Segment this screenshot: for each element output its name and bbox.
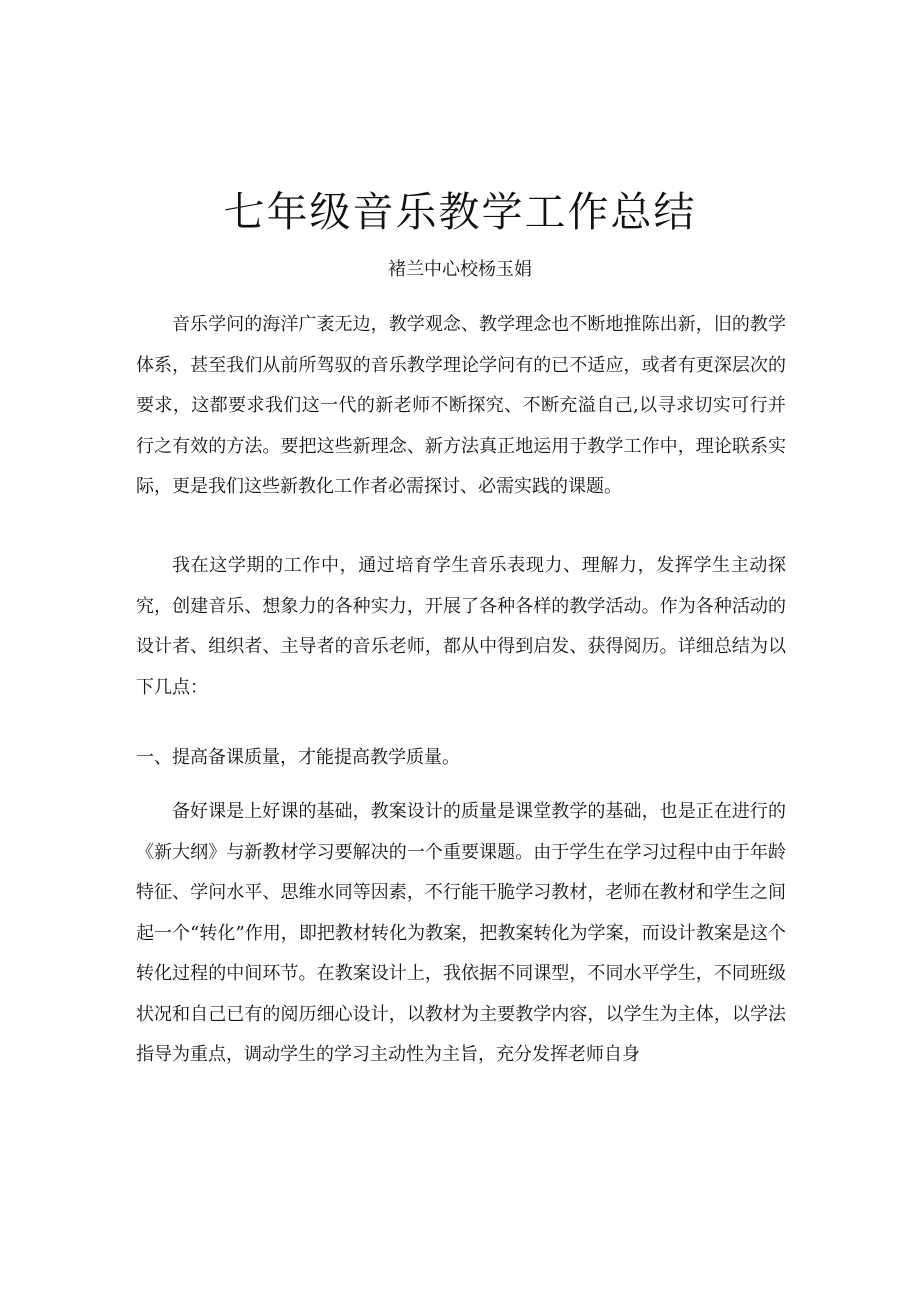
paragraph-intro: 音乐学问的海洋广袤无边，教学观念、教学理念也不断地推陈出新，旧的教学体系，甚至我们从前所驾驭的音乐教学理论学问有的已不适应，或者有更深层次的要求，这都要求我们这一代的新老师不断探究、不断充溢自己,以寻求切实可行并行之有效的方法。要把这些新理念、新方法真正地运用于教学工作中，理论联系实际，更是我们这些新教化工作者必需探讨、必需实践的课题。 [136, 314, 786, 497]
author-line: 褚兰中心校杨玉娟 [388, 259, 532, 280]
section-heading-1: 一、提高备课质量，才能提高教学质量。 [136, 747, 460, 768]
paragraph-lesson-prep: 备好课是上好课的基础，教案设计的质量是课堂教学的基础，也是正在进行的《新大纲》与新教材学习要解决的一个重要课题。由于学生在学习过程中由于年龄特征、学问水平、思维水同等因素，不行能干脆学习教材，老师在教材和学生之间起一个“转化”作用，即把教材转化为教案，把教案转化为学案，而设计教案是这个转化过程的中间环节。在教案设计上，我依据不同课型，不同水平学生，不同班级状况和自己已有的阅历细心设计，以教材为主要教学内容，以学生为主体，以学法指导为重点，调动学生的学习主动性为主旨，充分发挥老师自身 [136, 801, 786, 1065]
document-title: 七年级音乐教学工作总结 [223, 188, 697, 236]
paragraph-overview: 我在这学期的工作中，通过培育学生音乐表现力、理解力，发挥学生主动探究，创建音乐、想象力的各种实力，开展了各种各样的教学活动。作为各种活动的设计者、组织者、主导者的音乐老师，都从中得到启发、获得阅历。详细总结为以下几点： [136, 555, 786, 698]
